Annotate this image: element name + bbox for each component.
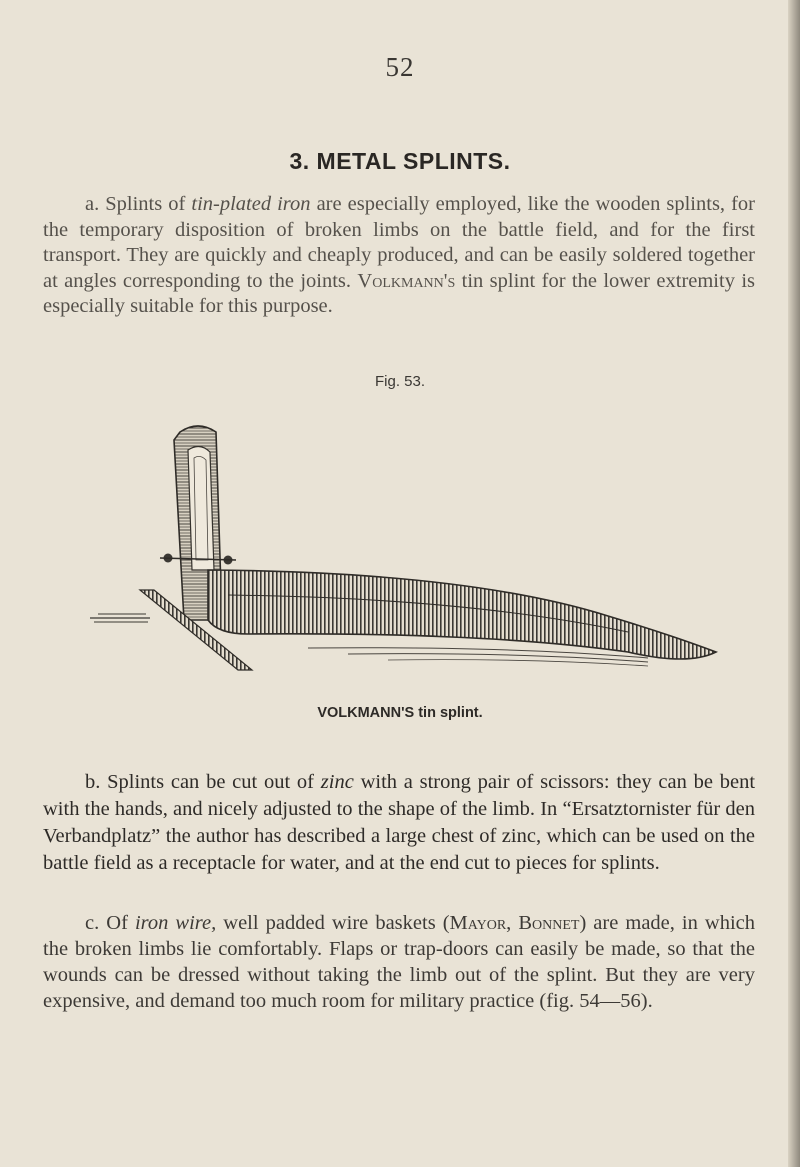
paragraph-c-text-3: ) are made, in which the broken limbs lie comfortably. Flaps or trap-doors can easily be made, so that the wounds can be dressed without taking the limb out of the splint. But they are very expensive, and demand too much room for military practice (fig. 54—56). — [43, 912, 756, 1012]
paragraph-c-text-1: Of — [106, 912, 128, 934]
paragraph-b — [43, 769, 755, 877]
paragraph-a-text-2: are especially employed, like the wooden splints, for the temporary disposition of broken limbs on the battle field, and for the first transport. They are quickly and cheaply produced, and can be easily soldered together at angles corresponding to the joints. — [43, 193, 755, 292]
page-number: 52 — [385, 52, 415, 82]
paragraph-b-text-2: with a strong pair of scissors: they can be bent with the hands, and nicely adjusted to the shape of the limb. In “Ersatztornister für den Verbandplatz” the author has described a large chest of zinc, which can be used on the battle field as a receptacle for water, and at the end cut to pieces for splints. — [43, 771, 756, 874]
author-names: Mayor, Bonnet — [449, 912, 580, 934]
figure-caption: VOLKMANN'S tin splint. — [317, 705, 483, 721]
paragraph-a-text-1: Splints of — [105, 193, 186, 215]
figure-label: Fig. 53. — [374, 373, 426, 390]
section-title: 3. METAL SPLINTS. — [289, 148, 511, 174]
paragraph-b-text-1: Splints can be cut out of — [107, 771, 315, 793]
paragraph-a-label: a. — [85, 193, 100, 215]
paragraph-b-label: b. — [85, 771, 101, 793]
page-edge — [788, 0, 800, 1167]
paragraph-a-text-3: tin splint for the lower extremity is especially suitable for this purpose. — [43, 269, 756, 318]
paragraph-c — [43, 910, 755, 1014]
paragraph-c-italic: iron wire, — [134, 912, 217, 934]
volkmann-name: Volkmann's — [357, 269, 456, 292]
paragraph-c-text-2: well padded wire baskets ( — [223, 912, 450, 934]
splint-illustration — [88, 420, 728, 700]
paragraph-c-label: c. — [85, 912, 100, 934]
paragraph-b-italic: zinc — [320, 771, 354, 793]
paragraph-a-italic: tin-plated iron — [191, 193, 311, 215]
paragraph-a — [43, 192, 755, 320]
